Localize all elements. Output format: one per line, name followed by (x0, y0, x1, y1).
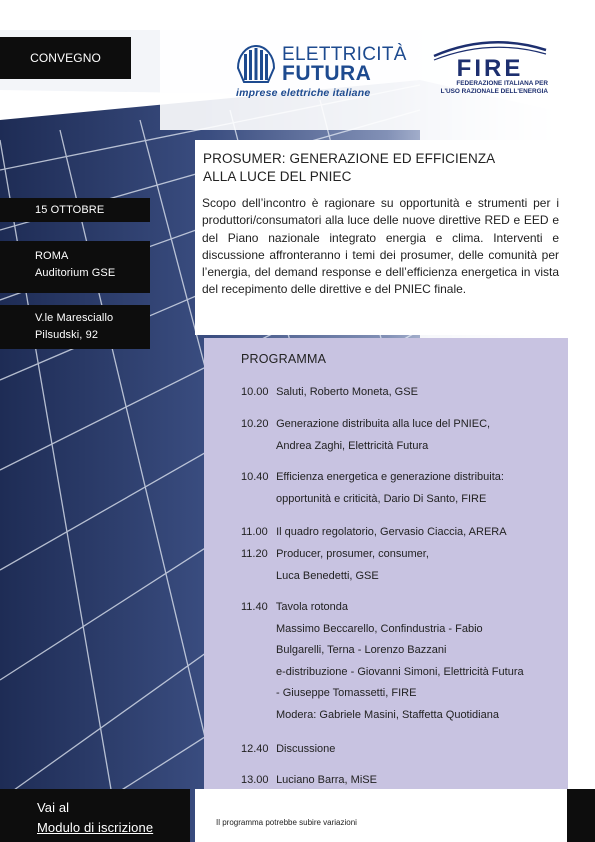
event-date-tag (0, 198, 150, 222)
program-text: Bulgarelli, Terna - Lorenzo Bazzani (276, 644, 447, 656)
program-time: 11.40 (241, 601, 268, 613)
program-time: 12.40 (241, 743, 269, 755)
footer-band (567, 789, 595, 842)
event-headline (203, 150, 563, 186)
event-location-tag (0, 241, 150, 293)
program-text: Discussione (276, 743, 336, 755)
ef-logo-name-bottom: FUTURA (282, 62, 372, 85)
fire-wordmark: FIRE (456, 55, 524, 80)
registration-cta (0, 789, 190, 842)
program-item (241, 597, 561, 726)
program-time: 13.00 (241, 774, 269, 786)
elettricita-futura-logo (234, 40, 407, 100)
program-text: Luca Benedetti, GSE (276, 569, 379, 582)
event-description: Scopo dell’incontro è ragionare su opportunità e strumenti per i produttori/consumatori alla luce delle nuove direttive RED e EED e del Piano nazionale integrato energia e clima. Interventi e discussione affronteranno i temi dei prosumer, delle comunità per l’energia, del demand response e dell’efficienza energetica in vista del recepimento delle direttive e del PNIEC finale. (202, 196, 559, 297)
fire-logo-subtitle (440, 80, 548, 95)
program-item (241, 414, 561, 457)
headline-line-1: PROSUMER: GENERAZIONE ED EFFICIENZA (203, 151, 496, 166)
program-text: Andrea Zaghi, Elettricità Futura (276, 439, 429, 452)
program-text: Saluti, Roberto Moneta, GSE (276, 386, 418, 398)
event-type-tag (0, 37, 131, 79)
program-item (241, 467, 561, 510)
program-text: e-distribuzione - Giovanni Simoni, Elettricità Futura (276, 665, 524, 678)
program-time: 10.00 (241, 386, 269, 398)
program-time: 10.40 (241, 471, 269, 483)
program-text: Il quadro regolatorio, Gervasio Ciaccia, ARERA (276, 526, 507, 538)
program-item (241, 544, 561, 587)
event-venue: Auditorium GSE (35, 267, 116, 279)
address-line-2: Pilsudski, 92 (35, 329, 99, 341)
event-city: ROMA (35, 250, 69, 262)
shell-emblem-icon (234, 42, 278, 86)
ef-logo-name-top: ELETTRICITÀ (282, 44, 407, 65)
ef-logo-tagline: imprese elettriche italiane (236, 87, 371, 99)
program-time: 10.20 (241, 418, 269, 430)
fire-sub-line-1: FEDERAZIONE ITALIANA PER (456, 80, 548, 87)
event-type-label: CONVEGNO (30, 51, 101, 65)
fire-sub-line-2: L'USO RAZIONALE DELL'ENERGIA (440, 87, 548, 95)
address-line-1: V.le Maresciallo (35, 312, 114, 324)
program-item (241, 770, 561, 792)
fire-wordmark-icon (430, 36, 550, 80)
fire-logo (430, 36, 550, 100)
program-item (241, 522, 561, 544)
program-text: Luciano Barra, MiSE (276, 774, 377, 786)
registration-form-link[interactable]: Modulo di iscrizione (37, 820, 154, 835)
program-item (241, 739, 561, 761)
event-address-tag (0, 305, 150, 349)
program-text: Modera: Gabriele Masini, Staffetta Quotidiana (276, 708, 499, 721)
program-time: 11.20 (241, 548, 268, 560)
program-text: Tavola rotonda (275, 601, 349, 613)
program-title: PROGRAMMA (241, 352, 327, 366)
event-date: 15 OTTOBRE (35, 204, 105, 216)
program-text: Generazione distribuita alla luce del PNIEC, (276, 418, 491, 430)
program-text: - Giuseppe Tomassetti, FIRE (276, 687, 417, 699)
headline-line-2: ALLA LUCE DEL PNIEC (203, 169, 352, 184)
program-text: Efficienza energetica e generazione distribuita: (276, 471, 504, 483)
program-time: 11.00 (241, 526, 268, 538)
program-text: Massimo Beccarello, Confindustria - Fabio (276, 622, 483, 635)
program-text: opportunità e criticità, Dario Di Santo, FIRE (276, 492, 487, 505)
cta-intro: Vai al (37, 800, 70, 815)
program-disclaimer: Il programma potrebbe subire variazioni (216, 818, 357, 827)
program-panel (204, 338, 568, 789)
program-item (241, 382, 561, 404)
program-text: Producer, prosumer, consumer, (276, 548, 429, 560)
